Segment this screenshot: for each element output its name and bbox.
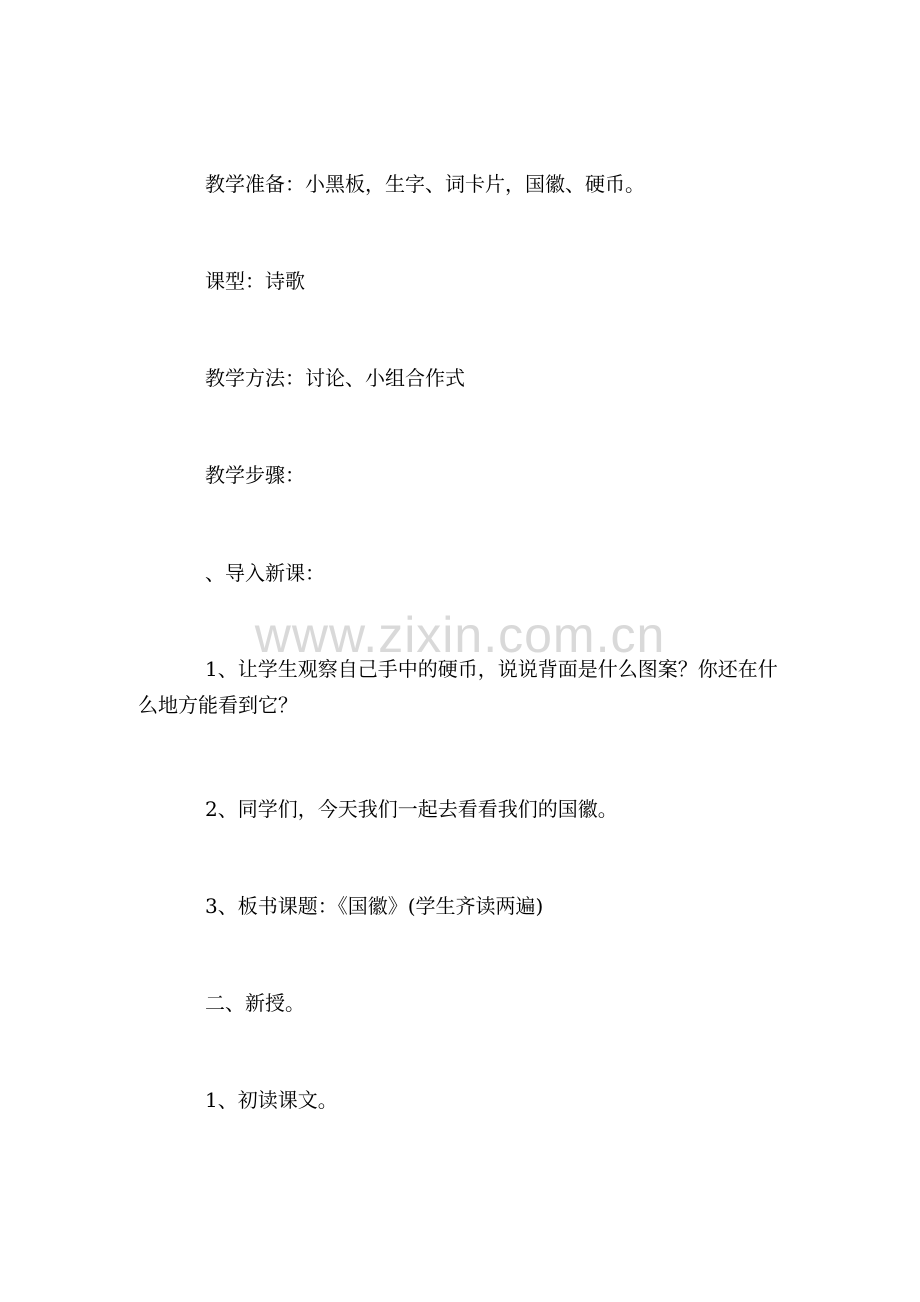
paragraph-step-2: 2、同学们，今天我们一起去看看我们的国徽。: [205, 797, 618, 821]
paragraph-teaching-steps: 教学步骤：: [205, 463, 305, 487]
paragraph-teaching-prep: 教学准备：小黑板，生字、词卡片，国徽、硬币。: [205, 172, 645, 196]
watermark: www.zixin.com.cn: [254, 607, 666, 663]
paragraph-lesson-type: 课型：诗歌: [205, 269, 305, 293]
paragraph-first-reading: 1、初读课文。: [205, 1088, 338, 1112]
paragraph-step-1: 1、让学生观察自己手中的硬币，说说背面是什么图案？你还在什么地方能看到它？: [138, 657, 778, 717]
paragraph-teaching-method: 教学方法：讨论、小组合作式: [205, 366, 465, 390]
paragraph-intro-heading: 、导入新课：: [205, 561, 325, 585]
paragraph-step-3: 3、板书课题：《国徽》(学生齐读两遍): [205, 894, 544, 918]
paragraph-new-lesson-heading: 二、新授。: [205, 991, 305, 1015]
